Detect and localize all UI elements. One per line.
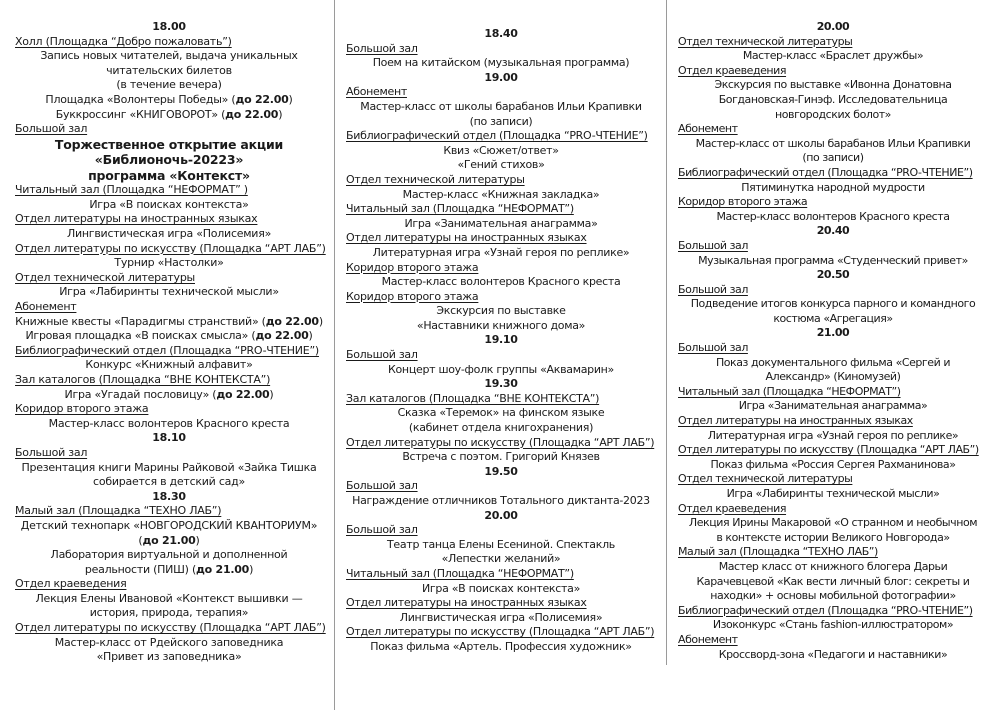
event-text [678,370,988,385]
text-part: Большой зал [15,445,88,459]
venue-label [678,283,988,298]
event-text [15,519,323,534]
text-part: Карачевцевой «Как вести личный блог: секреты и [696,574,970,588]
venue-label [678,502,988,517]
event-text [15,388,323,403]
venue-label [346,202,656,217]
text-part: Отдел краеведения [678,501,787,515]
venue-label [678,472,988,487]
program-heading [15,137,323,153]
text-part: Мастер-класс волонтеров Красного креста [48,416,290,430]
text-part: Экскурсия по выставке «Ивонна Донатовна [714,78,952,92]
event-text [678,108,988,123]
text-part: (в течение вечера) [116,78,222,92]
venue-label [346,479,656,494]
text-part: Отдел краеведения [678,63,787,77]
text-part: Отдел литературы на иностранных языках [346,596,587,610]
time-heading [346,27,656,42]
text-part: Подведение итогов конкурса парного и командного [690,297,976,311]
text-part: Литературная игра «Узнай героя по реплике» [707,428,959,442]
text-part: 18.10 [152,431,186,445]
venue-label [15,402,323,417]
text-part: 18.00 [152,20,186,33]
text-part: Игра «Угадай пословицу» ( [64,387,217,401]
event-text [678,618,988,633]
event-text [678,78,988,93]
text-part: Лингвистическая игра «Полисемия» [399,610,603,624]
text-part: ) [195,533,200,547]
event-text [346,450,656,465]
text-part: Малый зал (Площадка “ТЕХНО ЛАБ”) [678,545,878,559]
text-part: ) [318,314,323,328]
text-part: Игра «Лабиринты технической мысли» [59,285,279,299]
text-part: Отдел литературы на иностранных языках [346,231,587,245]
text-part: Концерт шоу-фолк группы «Аквамарин» [387,362,614,376]
venue-label [678,122,988,137]
text-part: Абонемент [678,122,738,136]
text-part: Библиографический отдел (Площадка “PRO-ЧТЕНИЕ”) [678,603,973,617]
text-part: история, природа, терапия» [89,606,249,620]
text-part: (по записи) [469,114,533,128]
venue-label [346,348,656,363]
venue-label [346,436,656,451]
event-text [15,49,323,64]
venue-label [346,231,656,246]
end-time: до 21.00 [142,533,196,547]
end-time: до 22.00 [235,92,289,106]
event-text [346,304,656,319]
event-text [346,582,656,597]
text-part: «Лепестки желаний» [441,552,561,566]
event-text [346,56,656,71]
event-text [678,151,988,166]
venue-label [346,129,656,144]
text-part: ( [138,533,143,547]
text-part: Поем на китайском (музыкальная программа) [372,56,630,70]
venue-label [678,443,988,458]
venue-label [15,344,323,359]
event-text [678,210,988,225]
event-text [346,538,656,553]
end-time: до 22.00 [265,314,319,328]
event-text [346,115,656,130]
text-part: 18.40 [484,27,518,40]
text-part: ) [249,562,254,576]
text-part: Турнир «Настолки» [114,256,224,270]
event-text [678,458,988,473]
venue-label [15,504,323,519]
end-time: до 21.00 [196,562,250,576]
event-text [15,417,323,432]
event-text [15,285,323,300]
text-part: программа «Контекст» [88,167,250,183]
event-text [678,575,988,590]
time-heading [346,71,656,86]
venue-label [346,625,656,640]
text-part: 20.40 [816,224,850,238]
venue-label [346,392,656,407]
text-part: 18.30 [152,489,186,503]
text-part: Показ документального фильма «Сергей и [715,355,951,369]
text-part: ) [269,387,274,401]
text-part: Изоконкурс «Стань fashion-иллюстратором» [712,618,954,632]
text-part: Большой зал [678,238,748,252]
venue-label [15,271,323,286]
text-part: Отдел технической литературы [15,270,195,284]
text-part: новгородских болот» [775,107,891,121]
text-part: Игра «Занимательная анаграмма» [404,216,598,230]
time-heading [678,20,988,35]
column-divider [666,0,667,665]
text-part: Мастер класс от книжного блогера Дарьи [718,559,948,573]
text-part: «Наставники книжного дома» [416,318,586,332]
time-heading [678,224,988,239]
event-text [15,198,323,213]
text-part: Александр» (Киномузей) [765,370,901,384]
venue-label [346,261,656,276]
text-part: реальности (ПИШ) ( [84,562,197,576]
event-text [678,516,988,531]
text-part: Игра «В поисках контекста» [421,581,581,595]
event-text [15,64,323,79]
text-part: Большой зал [346,41,418,55]
venue-label [15,577,323,592]
time-heading [15,490,323,505]
event-text [678,254,988,269]
text-part: 19.30 [484,377,518,391]
event-text [346,494,656,509]
column-divider [334,0,335,710]
text-part: Отдел технической литературы [678,34,853,48]
event-text [678,297,988,312]
event-text [15,358,323,373]
text-part: (по записи) [802,151,864,165]
event-text [15,650,323,665]
text-part: Игра «Лабиринты технической мысли» [726,487,940,500]
event-text [346,552,656,567]
event-text [15,315,323,330]
text-part: ) [308,329,313,343]
text-part: «Привет из заповедника» [96,650,242,664]
event-text [346,275,656,290]
text-part: Отдел технической литературы [678,472,853,486]
text-part: Коридор второго этажа [346,289,479,303]
event-text [346,640,656,655]
venue-label [15,122,323,137]
text-part: Мастер-класс волонтеров Красного креста [716,209,950,223]
venue-label [678,239,988,254]
text-part: Буккроссинг «КНИГОВОРОТ» ( [55,107,226,121]
text-part: Библиографический отдел (Площадка “PRO-ЧТЕНИЕ”) [346,129,648,143]
text-part: Зал каталогов (Площадка “ВНЕ КОНТЕКСТА”) [346,391,600,405]
text-part: Презентация книги Марины Райковой «Зайка Тишка [21,460,317,474]
event-text [15,636,323,651]
text-part: Квиз «Сюжет/ответ» [443,143,559,157]
text-part: Запись новых читателей, выдача уникальных [40,49,298,63]
text-part: 19.00 [484,70,518,84]
venue-label [678,414,988,429]
text-part: Отдел литературы по искусству (Площадка “АРТ ЛАБ”) [346,625,655,639]
end-time: до 22.00 [216,387,270,401]
event-text [15,606,323,621]
text-part: Детский технопарк «НОВГОРОДСКИЙ КВАНТОРИУМ» [20,518,318,532]
text-part: 20.50 [816,268,850,282]
event-text [15,548,323,563]
text-part: Читальный зал (Площадка “НЕФОРМАТ”) [346,202,574,216]
event-text [15,256,323,271]
event-text [678,93,988,108]
venue-label [678,35,988,50]
text-part: Конкурс «Книжный алфавит» [85,358,253,372]
event-text [346,421,656,436]
text-part: Отдел литературы на иностранных языках [678,414,913,428]
text-part: Мастер-класс волонтеров Красного креста [381,275,621,289]
text-part: «Библионочь-20223» [94,152,244,168]
event-text [678,49,988,64]
text-part: Театр танца Елены Есениной. Спектакль [387,537,615,551]
text-part: 21.00 [816,326,850,340]
event-text [678,312,988,327]
venue-label [346,173,656,188]
text-part: Показ фильма «Артель. Профессия художник» [370,639,632,653]
time-heading [678,326,988,341]
text-part: Библиографический отдел (Площадка “PRO-ЧТЕНИЕ”) [678,165,973,179]
text-part: Читальный зал (Площадка “НЕФОРМАТ” ) [15,183,248,197]
text-part: Отдел технической литературы [346,172,525,186]
text-part: Отдел литературы по искусству (Площадка “АРТ ЛАБ”) [15,241,326,255]
event-text [15,534,323,549]
text-part: Игровая площадка «В поисках смысла» ( [25,329,256,343]
event-text [678,399,988,414]
venue-label [678,166,988,181]
text-part: в контексте истории Великого Новгорода» [716,530,950,544]
text-part: Малый зал (Площадка “ТЕХНО ЛАБ”) [15,504,222,518]
text-part: Библиографический отдел (Площадка “PRO-ЧТЕНИЕ”) [15,343,319,357]
text-part: Отдел литературы по искусству (Площадка “АРТ ЛАБ”) [15,621,326,635]
time-heading [346,333,656,348]
text-part: Большой зал [15,122,88,136]
event-text [15,475,323,490]
program-heading [15,168,323,184]
event-text [678,648,988,663]
text-part: «Гений стихов» [457,158,545,172]
event-text [346,319,656,334]
end-time: до 22.00 [225,107,279,121]
text-part: Мастер-класс от школы барабанов Ильи Крапивки [360,99,642,113]
text-part: собирается в детский сад» [93,475,245,489]
event-text [15,227,323,242]
venue-label [346,523,656,538]
venue-label [678,633,988,648]
venue-label [678,545,988,560]
venue-label [678,64,988,79]
time-heading [678,268,988,283]
text-part: Кроссворд-зона «Педагоги и наставники» [718,647,948,661]
venue-label [346,290,656,305]
venue-label [15,300,323,315]
event-text [346,158,656,173]
text-part: 19.50 [484,464,518,478]
time-heading [15,431,323,446]
text-part: Абонемент [678,632,738,646]
event-text [678,560,988,575]
text-part: Мастер-класс от Рдейского заповедника [54,635,284,649]
text-part: Лингвистическая игра «Полисемия» [66,227,272,241]
text-part: Коридор второго этажа [346,260,479,274]
schedule-column-3 [678,20,988,662]
text-part: Мастер-класс «Книжная закладка» [402,187,600,201]
venue-label [346,85,656,100]
text-part: Большой зал [678,282,748,296]
text-part: Лекция Ирины Макаровой «О странном и необычном [688,516,978,530]
text-part: Площадка «Волонтеры Победы» ( [45,92,236,106]
event-text [15,563,323,578]
event-text [15,108,323,123]
text-part: ) [288,92,293,106]
text-part: Экскурсия по выставке [436,304,566,318]
venue-label [678,341,988,356]
venue-label [15,212,323,227]
time-heading [346,509,656,524]
venue-label [15,621,326,636]
text-part: Показ фильма «Россия Сергея Рахманинова» [710,457,956,471]
event-text [346,188,656,203]
venue-label [678,604,988,619]
spacer [346,20,656,27]
event-text [15,592,323,607]
text-part: Отдел литературы по искусству (Площадка “АРТ ЛАБ”) [346,435,655,449]
end-time: до 22.00 [255,329,309,343]
text-part: Холл (Площадка “Добро пожаловать”) [15,34,232,48]
text-part: Лаборатория виртуальной и дополненной [50,548,288,562]
text-part: Абонемент [346,85,407,99]
text-part: (кабинет отдела книгохранения) [408,421,594,435]
text-part: Отдел литературы на иностранных языках [15,212,258,226]
text-part: Отдел краеведения [15,577,127,591]
event-text [678,487,988,502]
event-text [678,356,988,371]
schedule-column-1 [15,20,326,665]
venue-label [15,241,326,257]
event-text [15,461,323,476]
event-text [678,137,988,152]
event-text [346,246,656,261]
schedule-column-2 [346,20,656,655]
event-text [346,611,656,626]
venue-label [678,385,988,400]
program-heading [15,152,323,168]
text-part: 20.00 [816,20,850,33]
time-heading [15,20,323,35]
text-part: Награждение отличников Тотального диктанта-2023 [352,494,650,507]
venue-label [15,446,323,461]
text-part: читательских билетов [106,63,232,77]
text-part: находки» + основы мобильной фотографии» [710,589,956,603]
venue-label [15,183,323,198]
text-part: Коридор второго этажа [15,402,149,416]
text-part: Мастер-класс «Браслет дружбы» [742,49,924,63]
text-part: Читальный зал (Площадка “НЕФОРМАТ”) [346,566,574,580]
event-text [15,78,323,93]
text-part: Мастер-класс от школы барабанов Ильи Крапивки [695,136,971,150]
time-heading [346,465,656,480]
text-part: Абонемент [15,300,77,313]
text-part: Сказка «Теремок» на финском языке [397,406,605,420]
text-part: 20.00 [484,508,518,522]
text-part: Игра «Занимательная анаграмма» [738,399,928,413]
event-text [15,93,323,108]
text-part: Богдановская-Гинэф. Исследовательница [718,92,948,106]
text-part: Торжественное открытие акции [54,136,284,152]
event-text [346,100,656,115]
venue-label [15,373,323,388]
time-heading [346,377,656,392]
event-text [678,589,988,604]
event-text [346,406,656,421]
venue-label [15,35,323,50]
event-text [346,363,656,378]
text-part: Музыкальная программа «Студенческий привет» [698,253,968,267]
venue-label [678,195,988,210]
event-text [346,217,656,232]
text-part: Отдел литературы по искусству (Площадка “АРТ ЛАБ”) [678,443,979,457]
text-part: Встреча с поэтом. Григорий Князев [402,450,600,464]
text-part: Большой зал [678,341,748,355]
text-part: Пятиминутка народной мудрости [741,180,925,194]
text-part: костюма «Агрегация» [773,311,893,325]
text-part: Лекция Елены Ивановой «Контекст вышивки — [35,591,303,605]
text-part: ) [278,107,283,121]
venue-label [346,567,656,582]
text-part: 19.10 [484,333,518,347]
event-text [678,181,988,196]
event-text [15,329,323,344]
text-part: Большой зал [346,348,418,362]
text-part: Большой зал [346,523,418,537]
text-part: Читальный зал (Площадка “НЕФОРМАТ”) [678,384,901,398]
event-text [678,531,988,546]
text-part: Книжные квесты «Парадигмы странствий» ( [15,314,266,328]
event-text [678,429,988,444]
text-part: Зал каталогов (Площадка “ВНЕ КОНТЕКСТА”) [15,372,271,386]
event-text [346,144,656,159]
text-part: Литературная игра «Узнай героя по реплике» [372,245,630,259]
text-part: Коридор второго этажа [678,195,808,209]
text-part: Игра «В поисках контекста» [89,197,249,211]
text-part: Большой зал [346,479,418,493]
venue-label [346,42,656,57]
venue-label [346,596,656,611]
